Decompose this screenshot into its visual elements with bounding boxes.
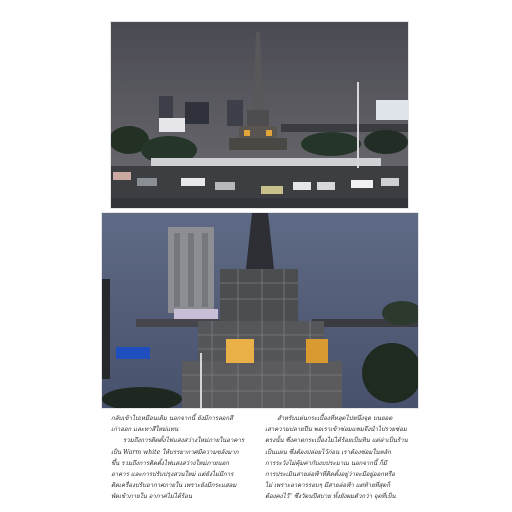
victory-monument-scaffolding-night-photo: [102, 213, 418, 408]
paragraph-line: เสาความปลายปืน พอเราเข้าซ่อมแซมจึงนำไปรวยซ่อม: [265, 426, 407, 434]
paragraph-line: ขึ้น รวมถึงการติดตั้งไฟแสงสว่างใหม่ภายนอก: [111, 459, 229, 467]
paragraph-line: เก่าออก และทาสีใหม่แทน: [111, 426, 179, 434]
paragraph-line: ไม่ เพราะอาคารรอบๆ มีสายล่อฟ้า แต่ท้ายที่สุดก็: [265, 482, 391, 490]
paragraph-line: ตรงนั้น ซึ่งคาดกระเบื้องไม่ได้ร้อยเป็นทิน แต่ล่าเป็นร้าน: [265, 437, 408, 445]
paragraph-line: การระวังไม่คุ้มค่ากับงบประมาณ นอกจากนี้ ก็มี: [265, 459, 387, 467]
paragraph-line: สำหรับแผ่นกระเบื้องที่หลุดไปหนึ่งจุด บนยอด: [277, 415, 393, 422]
victory-monument-evening-photo: [111, 22, 408, 208]
article-column-left: [111, 413, 255, 503]
paragraph-line: ติดเครื่องปรับอากาศภายใน เพราะยังมีกระแสลม: [111, 482, 237, 490]
paragraph-line: การประเมินสายล่อฟ้าที่ติดตั้งอยู่ว่าจะมีอยู่ออกหรือ: [265, 471, 395, 479]
paragraph-line: รวมถึงการติดตั้งไฟแสงสว่างใหม่ภายในอาคาร: [123, 437, 245, 445]
paragraph-line: เป็นแผน ซึ่งต้องปล่อยไว้ก่อน เราต้องซ่อมในหลัก: [265, 448, 391, 456]
paragraph-line: อาคาร และการปรับปรุงสวนใหม่ แต่ยังไม่มีการ: [111, 471, 234, 479]
paragraph-line: เป็น Warm white ให้บรรยากาศมีความขลังมาก: [111, 448, 239, 456]
paragraph-line: กลับเข้าไปเหมือนเดิม นอกจากนี้ ยังมีการลอกสี: [111, 415, 233, 422]
paragraph-line: พัดเข้าภายใน อากาศไม่ได้ร้อน: [111, 493, 192, 501]
paragraph-line: ต้องคงไว้" ซึ่งวัดนปีสบาย ทั้งยังผมตัวกว่า จุดที่เป็น: [265, 493, 396, 501]
article-column-right: [265, 413, 413, 503]
